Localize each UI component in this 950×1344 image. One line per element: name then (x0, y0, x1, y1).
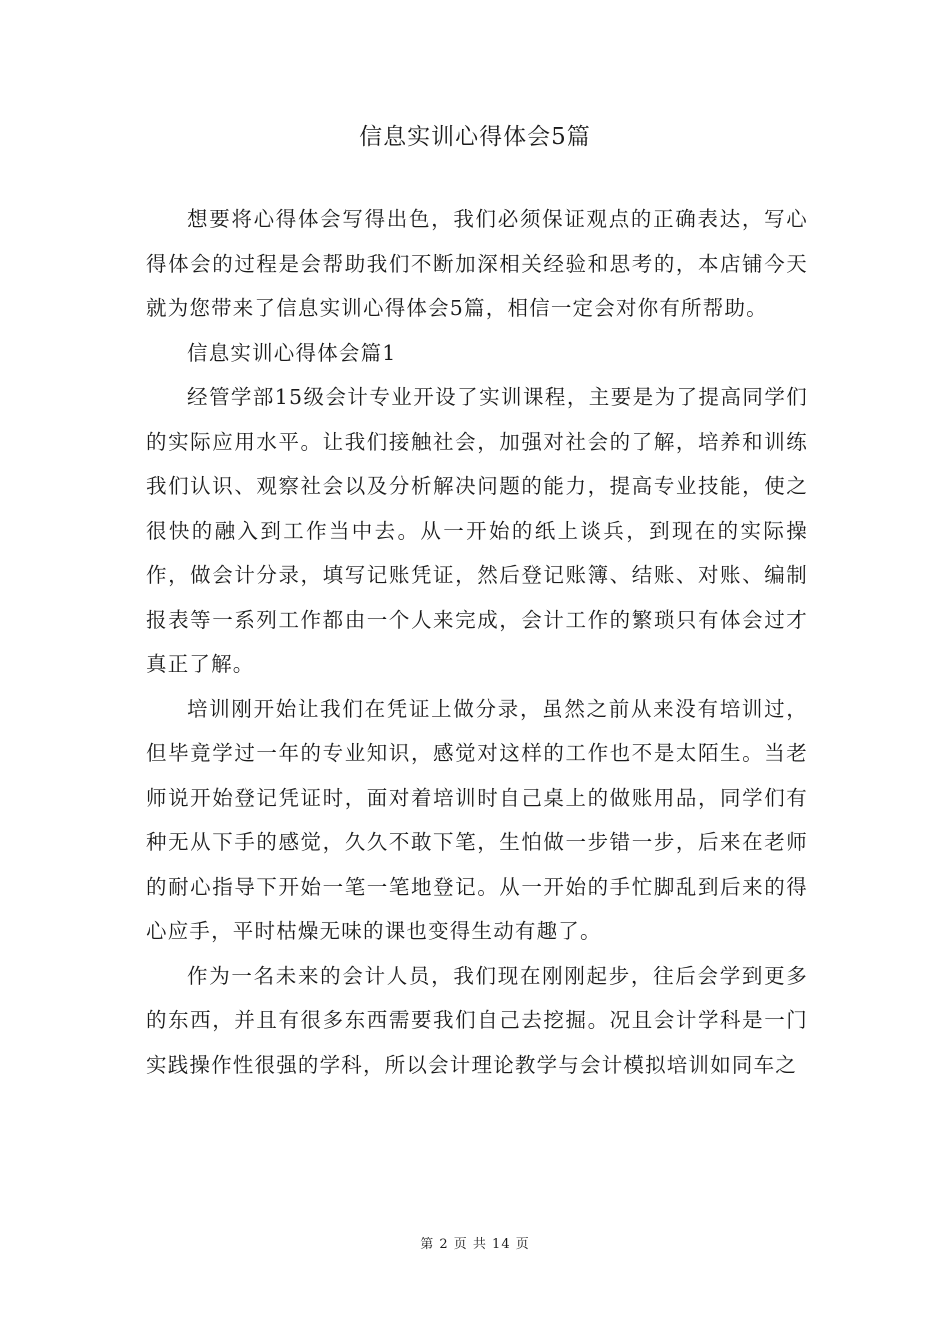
body-paragraph: 经管学部15级会计专业开设了实训课程，主要是为了提高同学们的实际应用水平。让我们接触社会，加强对社会的了解，培养和训练我们认识、观察社会以及分析解决问题的能力，提高专业技能，使之很快的融入到工作当中去。从一开始的纸上谈兵，到现在的实际操作，做会计分录，填写记账凭证，然后登记账簿、结账、对账、编制报表等一系列工作都由一个人来完成，会计工作的繁琐只有体会过才真正了解。 (146, 385, 808, 676)
body-paragraph: 作为一名未来的会计人员，我们现在刚刚起步，往后会学到更多的东西，并且有很多东西需要我们自己去挖掘。况且会计学科是一门实践操作性很强的学科，所以会计理论教学与会计模拟培训如同车之 (146, 963, 808, 1077)
document-body (146, 197, 808, 1087)
body-paragraph: 培训刚开始让我们在凭证上做分录，虽然之前从来没有培训过，但毕竟学过一年的专业知识，感觉对这样的工作也不是太陌生。当老师说开始登记凭证时，面对着培训时自己桌上的做账用品，同学们有种无从下手的感觉，久久不敢下笔，生怕做一步错一步，后来在老师的耐心指导下开始一笔一笔地登记。从一开始的手忙脚乱到后来的得心应手，平时枯燥无味的课也变得生动有趣了。 (146, 696, 808, 943)
page-footer: 第 2 页 共 14 页 (420, 1237, 530, 1252)
intro-paragraph: 想要将心得体会写得出色，我们必须保证观点的正确表达，写心得体会的过程是会帮助我们不断加深相关经验和思考的，本店铺今天就为您带来了信息实训心得体会5篇，相信一定会对你有所帮助。 (146, 207, 808, 320)
document-title: 信息实训心得体会5篇 (359, 124, 591, 150)
section-heading: 信息实训心得体会篇1 (187, 340, 397, 365)
